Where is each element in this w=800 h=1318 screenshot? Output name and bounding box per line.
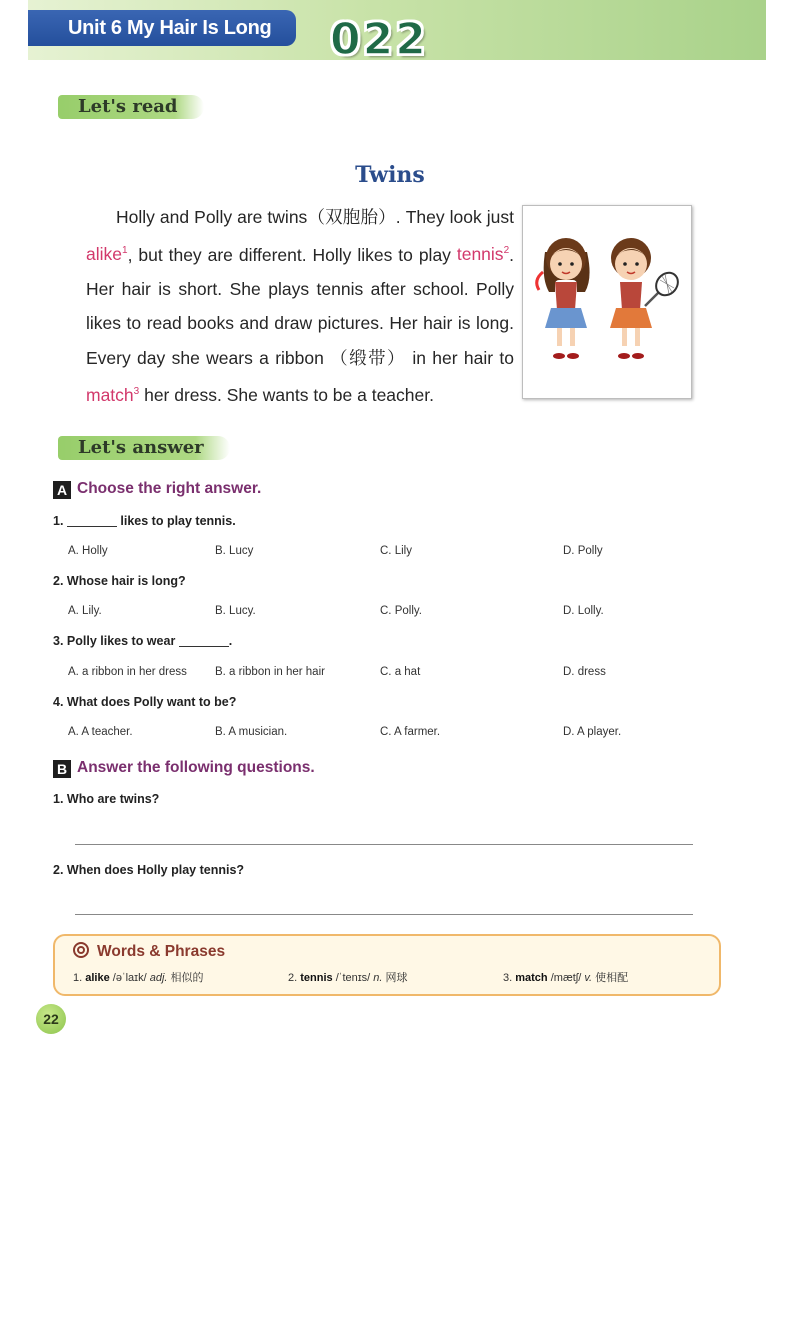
vocab-footnote: 2 [503,245,510,257]
question-number: 2. [53,863,64,877]
story-paragraph [86,200,514,413]
story-title: Twins [355,162,425,188]
option-b[interactable]: B. Lucy [215,545,254,557]
option-d[interactable]: D. Polly [563,545,603,557]
section-label-answer: Let's answer [58,436,230,460]
fill-blank[interactable] [67,514,117,527]
word-number: 1. [73,972,83,984]
question-number: 2. [53,574,64,588]
option-b[interactable]: B. Lucy. [215,605,256,617]
word-meaning: 网球 [385,972,408,984]
twins-illustration [522,205,692,399]
option-a[interactable]: A. a ribbon in her dress [68,666,187,678]
part-b-heading [53,759,315,778]
question-number: 3. [53,634,64,648]
girl-polly-figure [537,238,590,359]
vocab-word-text: match [86,385,134,406]
part-a-title: Choose the right answer. [77,480,262,497]
word-meaning: 相似的 [170,972,204,984]
option-c[interactable]: C. a hat [380,666,421,678]
girl-holly-figure [610,238,682,359]
answer-line-b1[interactable] [75,844,693,845]
story-segment: , but they are different. Holly likes to play [127,244,457,265]
story-segment: her dress. She wants to be a teacher. [139,385,434,406]
option-d[interactable]: D. Lolly. [563,605,604,617]
option-a[interactable]: A. A teacher. [68,726,133,738]
word-headword: match [515,972,548,984]
word-headword: alike [85,972,110,984]
question-number: 4. [53,695,64,709]
word-phonetic: /əˈlaɪk/ [112,972,147,984]
words-phrases-title [73,942,225,961]
vocab-footnote: 1 [122,245,128,257]
question-a4 [53,695,236,709]
question-text: What does Polly want to be? [66,695,237,709]
part-a-heading [53,480,261,499]
vocab-word-text: alike [86,244,122,265]
word-entry-alike [73,969,204,985]
unit-title: Unit 6 My Hair Is Long [28,10,296,46]
question-b2 [53,863,244,877]
option-d[interactable]: D. dress [563,666,606,678]
question-number: 1. [53,792,64,806]
question-text: Who are twins? [66,792,160,806]
word-phonetic: /mætʃ/ [550,972,582,984]
page-code: 022 [330,14,428,65]
vocab-word-match [86,385,139,405]
question-b1 [53,792,159,806]
option-c[interactable]: C. Polly. [380,605,422,617]
question-a3 [53,634,232,648]
question-a1 [53,514,236,528]
question-text: When does Holly play tennis? [66,863,245,877]
question-text: Polly likes to wear [66,634,179,648]
question-text: Whose hair is long? [66,574,186,588]
word-pos: n. [373,972,383,984]
question-a2 [53,574,186,588]
part-b-title: Answer the following questions. [77,759,315,776]
option-d[interactable]: D. A player. [563,726,622,738]
story-text [86,200,514,413]
word-pos: adj. [149,972,168,984]
question-text: likes to play tennis. [116,514,236,528]
word-phonetic: /ˈtenɪs/ [335,972,371,984]
word-entry-tennis [288,969,408,985]
story-segment: Holly and Polly are twins（双胞胎）. They look just [116,207,514,227]
option-a[interactable]: A. Holly [68,545,108,557]
words-phrases-title-text: Words & Phrases [97,943,226,960]
word-entry-match [503,969,628,985]
option-a[interactable]: A. Lily. [68,605,102,617]
fill-blank[interactable] [179,634,229,647]
vocab-word-alike [86,244,128,264]
question-text-end: . [228,634,233,648]
answer-line-b2[interactable] [75,914,693,915]
question-number: 1. [53,514,64,528]
vocab-word-tennis [457,244,509,264]
option-c[interactable]: C. A farmer. [380,726,441,738]
page-number: 22 [36,1004,66,1034]
part-a-letter: A [53,481,71,499]
option-b[interactable]: B. a ribbon in her hair [215,666,325,678]
vocab-word-text: tennis [456,244,504,265]
word-meaning: 使相配 [595,972,629,984]
word-number: 3. [503,972,513,984]
twins-illustration-svg [523,206,691,398]
option-c[interactable]: C. Lily [380,545,412,557]
word-number: 2. [288,972,298,984]
word-pos: v. [584,972,593,984]
option-b[interactable]: B. A musician. [215,726,288,738]
bullet-ring-icon [73,942,89,958]
vocab-footnote: 3 [133,386,140,398]
word-headword: tennis [300,972,333,984]
story-segment: . Her hair is short. She plays tennis after school. Polly likes to read books and draw pictures. Her hair is long. Every day she wears a ribbon （缎带） in her hair to [86,244,514,368]
part-b-letter: B [53,760,71,778]
section-label-read: Let's read [58,95,204,119]
words-phrases-box [53,934,721,996]
